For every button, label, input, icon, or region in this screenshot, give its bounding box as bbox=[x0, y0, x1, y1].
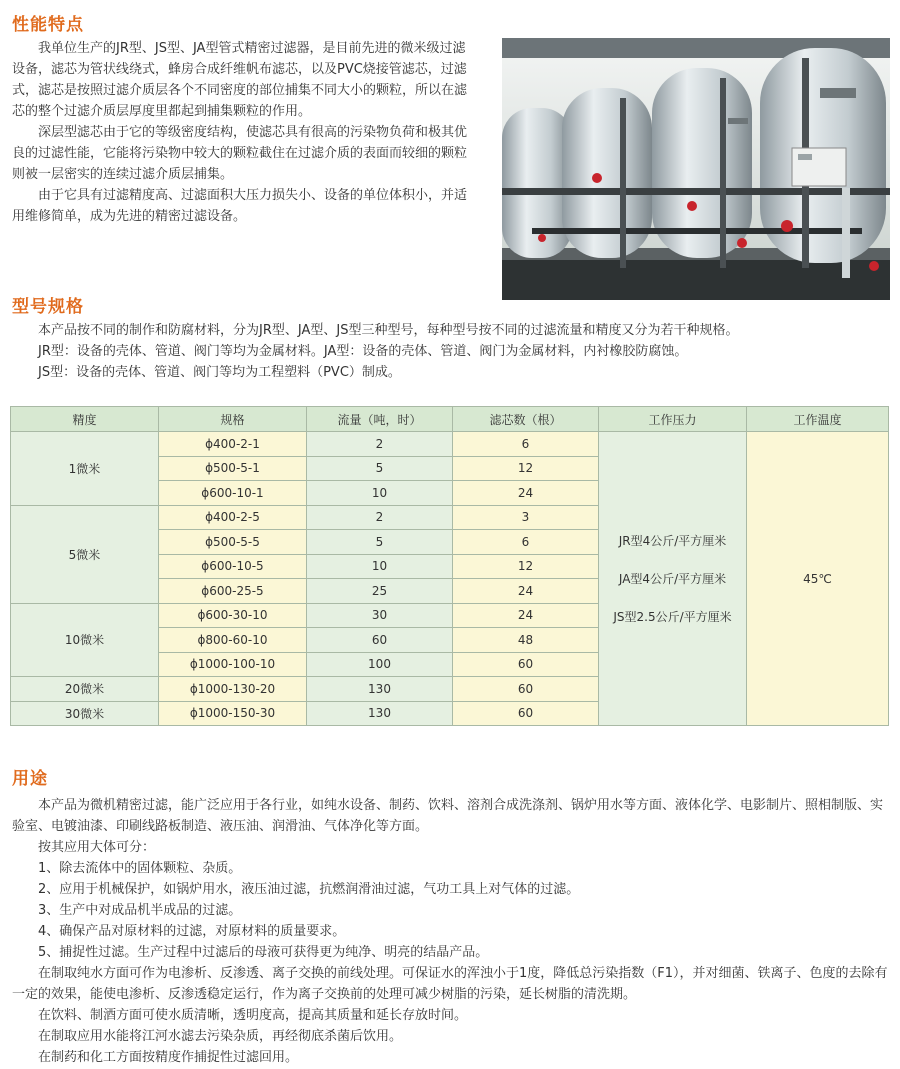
spec-cell: ϕ600-25-5 bbox=[159, 579, 307, 604]
features-paragraph-2: 深层型滤芯由于它的等级密度结构，使滤芯具有很高的污染物负荷和极其优良的过滤性能，它能将污染物中较大的颗粒截住在过滤介质的表面而较细的颗粒则被一层密实的连续过滤介质层捕集。 bbox=[12, 125, 468, 182]
usage-paragraph: 4、确保产品对原材料的过滤，对原材料的质量要求。 bbox=[38, 924, 346, 939]
spec-table-body bbox=[11, 432, 889, 726]
header-precision: 精度 bbox=[11, 407, 159, 432]
count-cell: 60 bbox=[453, 701, 599, 726]
spec-cell: ϕ500-5-5 bbox=[159, 530, 307, 555]
flow-cell: 60 bbox=[307, 628, 453, 653]
count-cell: 48 bbox=[453, 628, 599, 653]
count-cell: 3 bbox=[453, 505, 599, 530]
header-spec: 规格 bbox=[159, 407, 307, 432]
flow-cell: 5 bbox=[307, 456, 453, 481]
flow-cell: 5 bbox=[307, 530, 453, 555]
usage-paragraph: 在制取应用水能将江河水滤去污染杂质，再经彻底杀菌后饮用。 bbox=[38, 1029, 403, 1044]
usage-paragraph: 1、除去流体中的固体颗粒、杂质。 bbox=[38, 861, 242, 876]
specs-text bbox=[12, 320, 892, 383]
precision-cell: 20微米 bbox=[11, 677, 159, 702]
spec-cell: ϕ600-10-1 bbox=[159, 481, 307, 506]
table-row bbox=[11, 432, 889, 457]
flow-cell: 130 bbox=[307, 677, 453, 702]
usage-paragraph: 2、应用于机械保护，如锅炉用水，液压油过滤，抗燃润滑油过滤，气功工具上对气体的过滤。 bbox=[38, 882, 580, 897]
spec-cell: ϕ400-2-5 bbox=[159, 505, 307, 530]
spec-cell: ϕ1000-100-10 bbox=[159, 652, 307, 677]
count-cell: 24 bbox=[453, 579, 599, 604]
flow-cell: 2 bbox=[307, 505, 453, 530]
spec-table-header-row bbox=[11, 407, 889, 432]
specs-paragraph-1: 本产品按不同的制作和防腐材料，分为JR型、JA型、JS型三种型号，每种型号按不同的过滤流量和精度又分为若干种规格。 bbox=[38, 323, 739, 338]
header-flow: 流量（吨，时） bbox=[307, 407, 453, 432]
count-cell: 6 bbox=[453, 432, 599, 457]
flow-cell: 25 bbox=[307, 579, 453, 604]
count-cell: 60 bbox=[453, 652, 599, 677]
spec-cell: ϕ600-30-10 bbox=[159, 603, 307, 628]
usage-heading: 用途 bbox=[12, 769, 48, 789]
usage-paragraph: 在制取纯水方面可作为电渗析、反渗透、离子交换的前线处理。可保证水的浑浊小于1度，降低总污染指数（F1），并对细菌、铁离子、色度的去除有一定的效果，能使电渗析、反渗透稳定运行，作为离子交换前的处理可减少树脂的污染，延长树脂的清洗期。 bbox=[12, 966, 888, 1002]
count-cell: 24 bbox=[453, 481, 599, 506]
pressure-line: JS型2.5公斤/平方厘米 bbox=[613, 609, 732, 624]
spec-table bbox=[10, 406, 889, 726]
flow-cell: 10 bbox=[307, 554, 453, 579]
count-cell: 24 bbox=[453, 603, 599, 628]
usage-paragraph: 5、捕捉性过滤。生产过程中过滤后的母液可获得更为纯净、明亮的结晶产品。 bbox=[38, 945, 489, 960]
count-cell: 12 bbox=[453, 456, 599, 481]
usage-text bbox=[12, 795, 890, 1068]
spec-cell: ϕ400-2-1 bbox=[159, 432, 307, 457]
flow-cell: 130 bbox=[307, 701, 453, 726]
pressure-line: JR型4公斤/平方厘米 bbox=[618, 533, 727, 548]
count-cell: 6 bbox=[453, 530, 599, 555]
features-text bbox=[12, 38, 474, 227]
spec-cell: ϕ600-10-5 bbox=[159, 554, 307, 579]
flow-cell: 100 bbox=[307, 652, 453, 677]
header-temperature: 工作温度 bbox=[747, 407, 889, 432]
features-heading: 性能特点 bbox=[12, 15, 84, 35]
count-cell: 60 bbox=[453, 677, 599, 702]
filter-equipment-photo bbox=[502, 38, 890, 300]
flow-cell: 10 bbox=[307, 481, 453, 506]
precision-cell: 10微米 bbox=[11, 603, 159, 677]
specs-paragraph-3: JS型：设备的壳体、管道、阀门等均为工程塑料（PVC）制成。 bbox=[38, 365, 401, 380]
header-pressure: 工作压力 bbox=[599, 407, 747, 432]
usage-paragraph: 本产品为微机精密过滤，能广泛应用于各行业，如纯水设备、制药、饮料、溶剂合成洗涤剂、锅炉用水等方面、液体化学、电影制片、照相制版、实验室、电镀油漆、印刷线路板制造、液压油、润滑油、气体净化等方面。 bbox=[12, 798, 884, 834]
spec-cell: ϕ500-5-1 bbox=[159, 456, 307, 481]
flow-cell: 30 bbox=[307, 603, 453, 628]
specs-heading: 型号规格 bbox=[12, 297, 84, 317]
usage-paragraph: 按其应用大体可分： bbox=[38, 840, 156, 855]
precision-cell: 30微米 bbox=[11, 701, 159, 726]
usage-paragraph: 在饮料、制酒方面可使水质清晰，透明度高，提高其质量和延长存放时间。 bbox=[38, 1008, 468, 1023]
count-cell: 12 bbox=[453, 554, 599, 579]
pressure-line: JA型4公斤/平方厘米 bbox=[618, 571, 727, 586]
flow-cell: 2 bbox=[307, 432, 453, 457]
temperature-cell: 45℃ bbox=[747, 432, 889, 726]
spec-cell: ϕ800-60-10 bbox=[159, 628, 307, 653]
pressure-cell bbox=[599, 432, 747, 726]
features-paragraph-1: 我单位生产的JR型、JS型、JA型管式精密过滤器，是目前先进的微米级过滤设备，滤芯为管状线绕式，蜂房合成纤维帆布滤芯，以及PVC烧接管滤芯，过滤式，滤芯是按照过滤介质层各个不同密度的部位捕集不同大小的颗粒，所以在滤芯的整个过滤介质层厚度里都起到捕集颗粒的作用。 bbox=[12, 41, 468, 119]
header-element-count: 滤芯数（根） bbox=[453, 407, 599, 432]
usage-paragraph: 3、生产中对成品机半成品的过滤。 bbox=[38, 903, 242, 918]
precision-cell: 5微米 bbox=[11, 505, 159, 603]
usage-paragraph: 在制药和化工方面按精度作捕捉性过滤回用。 bbox=[38, 1050, 299, 1065]
precision-cell: 1微米 bbox=[11, 432, 159, 506]
specs-paragraph-2: JR型：设备的壳体、管道、阀门等均为金属材料。JA型：设备的壳体、管道、阀门为金属材料，内衬橡胶防腐蚀。 bbox=[38, 344, 688, 359]
spec-cell: ϕ1000-150-30 bbox=[159, 701, 307, 726]
spec-cell: ϕ1000-130-20 bbox=[159, 677, 307, 702]
features-paragraph-3: 由于它具有过滤精度高、过滤面积大压力损失小、设备的单位体积小，并适用维修简单，成为先进的精密过滤设备。 bbox=[12, 188, 468, 224]
